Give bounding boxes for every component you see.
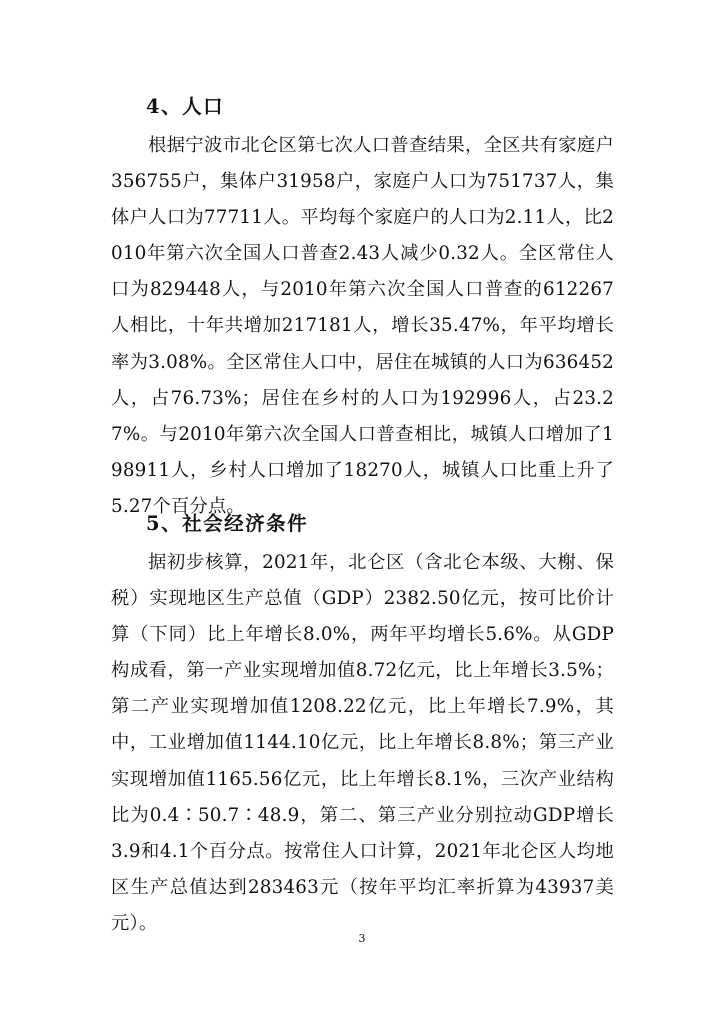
section-heading-population: 4、人口 (146, 95, 225, 118)
section-heading-socioeconomic: 5、社会经济条件 (146, 512, 309, 535)
page-number: 3 (358, 932, 366, 945)
section-paragraph-population: 根据宁波市北仑区第七次人口普查结果，全区共有家庭户356755户，集体户31958户，家庭户人口为751737人，集体户人口为77711人。平均每个家庭户的人口为2.11人，比2010年第六次全国人口普查2.43人减少0.32人。全区常住人口为829448人，与2010年第六次全国人口普查的612267人相比，十年共增加217181人，增长35.47%，年平均增长率为3.08%。全区常住人口中，居住在城镇的人口为636452人，占76.73%；居住在乡村的人口为192996人，占23.27%。与2010年第六次全国人口普查相比，城镇人口增加了198911人，乡村人口增加了18270人，城镇人口比重上升了5.27个百分点。 (111, 135, 614, 517)
section-paragraph-socioeconomic: 据初步核算，2021年，北仑区（含北仑本级、大榭、保税）实现地区生产总值（GDP）2382.50亿元，按可比价计算（下同）比上年增长8.0%，两年平均增长5.6%。从GDP构成看，第一产业实现增加值8.72亿元，比上年增长3.5%；第二产业实现增加值1208.22亿元，比上年增长7.9%，其中，工业增加值1144.10亿元，比上年增长8.8%；第三产业实现增加值1165.56亿元，比上年增长8.1%，三次产业结构比为0.4∶50.7∶48.9，第二、第三产业分别拉动GDP增长3.9和4.1个百分点。按常住人口计算，2021年北仑区人均地区生产总值达到283463元（按年平均汇率折算为43937美元）。 (111, 552, 614, 934)
